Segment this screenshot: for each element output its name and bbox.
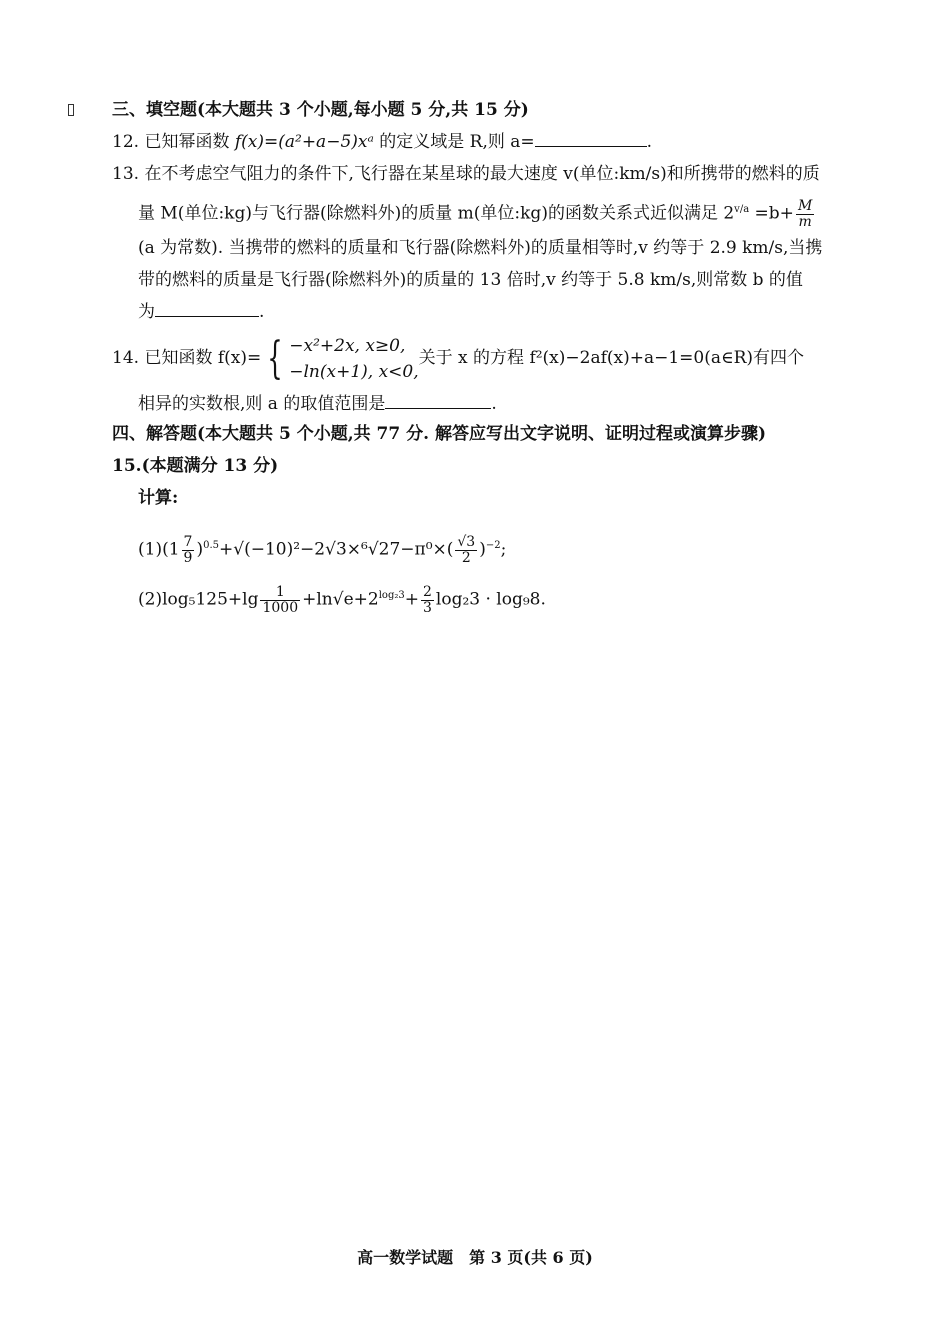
q15-part1-exponent: 0.5 bbox=[203, 540, 220, 551]
q15-part1-open: (1 bbox=[162, 539, 180, 560]
q15-part1-end: ; bbox=[500, 539, 507, 560]
q13-line5-end: . bbox=[259, 302, 265, 322]
q12-answer-blank[interactable] bbox=[535, 130, 647, 147]
q14-suffix: 关于 x 的方程 f²(x)−2af(x)+a−1=0(a∈R)有四个 bbox=[418, 348, 805, 368]
q13-fraction bbox=[796, 199, 814, 230]
question-13-line-1: 13. 在不考虑空气阻力的条件下,飞行器在某星球的最大速度 v(单位:km/s)和所携带的燃料的质 bbox=[112, 164, 820, 184]
q15-part1-label: (1) bbox=[138, 539, 163, 560]
q15-part2-fraction-2-denominator: 3 bbox=[422, 599, 432, 616]
question-14-line-1 bbox=[112, 332, 804, 384]
q15-part1-fraction-denominator: 9 bbox=[183, 549, 193, 566]
q14-prefix: 14. 已知函数 f(x)= bbox=[112, 348, 262, 368]
q12-suffix: 的定义域是 R,则 a= bbox=[373, 132, 535, 152]
question-14-line-2 bbox=[138, 392, 497, 416]
q15-part1-close: ) bbox=[479, 539, 486, 560]
q14-line2-prefix: 相异的实数根,则 a 的取值范围是 bbox=[138, 394, 386, 414]
q15-part2-fraction-numerator: 1 bbox=[260, 585, 300, 601]
question-15-part-2 bbox=[138, 576, 546, 616]
q13-exponent: v/a bbox=[734, 204, 750, 215]
q14-case-2: −ln(x+1), x<0, bbox=[289, 361, 419, 382]
q14-cases bbox=[289, 333, 418, 385]
q15-part1-fraction bbox=[182, 535, 195, 566]
q14-answer-blank[interactable] bbox=[385, 392, 491, 409]
question-13-line-2 bbox=[138, 198, 816, 230]
q15-part1-exponent-2: −2 bbox=[485, 540, 501, 551]
q14-line2-end: . bbox=[491, 394, 497, 414]
q13-line2-main: 量 M(单位:kg)与飞行器(除燃料外)的质量 m(单位:kg)的函数关系式近似满足 2 bbox=[138, 203, 735, 224]
section-3-title: 三、填空题(本大题共 3 个小题,每小题 5 分,共 15 分) bbox=[112, 100, 529, 120]
q13-equation: =b+ bbox=[749, 203, 794, 224]
section-4-title: 四、解答题(本大题共 5 个小题,共 77 分. 解答应写出文字说明、证明过程或演算步骤) bbox=[112, 424, 767, 444]
q13-line5-prefix: 为 bbox=[138, 302, 155, 322]
q15-part2-a: log₅125+lg bbox=[162, 589, 259, 610]
q13-fraction-denominator: m bbox=[798, 213, 812, 230]
q15-part1-fraction-numerator: 7 bbox=[183, 533, 193, 550]
question-15-instruction: 计算: bbox=[138, 488, 179, 508]
q12-end: . bbox=[646, 132, 653, 152]
q15-part2-exponent: log₂3 bbox=[378, 590, 405, 601]
q15-part1-fraction-2 bbox=[455, 535, 477, 566]
q15-part2-fraction-2 bbox=[421, 585, 434, 616]
q13-fraction-numerator: M bbox=[797, 197, 813, 214]
question-13-line-3: (a 为常数). 当携带的燃料的质量和飞行器(除燃料外)的质量相等时,v 约等于 2.9 km/s,当携 bbox=[138, 238, 823, 258]
q15-part2-d: log₂3 · log₉8. bbox=[435, 589, 546, 610]
q14-case-1: −x²+2x, x≥0, bbox=[289, 335, 406, 356]
q15-part2-label: (2) bbox=[138, 589, 163, 610]
q13-answer-blank[interactable] bbox=[155, 300, 259, 317]
q15-part1-close-paren: ) bbox=[196, 539, 204, 560]
q15-part1-middle: +√(−10)²−2√3×⁶√27−π⁰×( bbox=[219, 539, 454, 560]
page-footer: 高一数学试题 第 3 页(共 6 页) bbox=[357, 1248, 593, 1267]
question-13-line-4: 带的燃料的质量是飞行器(除燃料外)的质量的 13 倍时,v 约等于 5.8 km/s,则常数 b 的值 bbox=[138, 270, 803, 290]
q15-part2-fraction-2-numerator: 2 bbox=[422, 583, 432, 600]
q15-part2-plus: + bbox=[404, 589, 419, 610]
q12-prefix: 12. 已知幂函数 bbox=[112, 132, 235, 152]
q12-function: f(x)=(a²+a−5)xᵃ bbox=[234, 132, 374, 152]
question-15-header: 15.(本题满分 13 分) bbox=[112, 456, 279, 476]
q15-part1-fraction-2-denominator: 2 bbox=[461, 549, 471, 566]
q15-part2-b: +ln√e+2 bbox=[302, 589, 379, 610]
q15-part2-fraction-denominator: 1000 bbox=[262, 599, 299, 616]
question-12 bbox=[112, 130, 652, 154]
q15-part2-fraction bbox=[260, 585, 300, 616]
question-13-line-5 bbox=[138, 300, 264, 324]
q15-part1-fraction-2-numerator: √3 bbox=[457, 533, 476, 550]
question-15-part-1 bbox=[138, 526, 506, 566]
q14-brace: { bbox=[267, 332, 283, 384]
binding-mark bbox=[68, 104, 74, 116]
